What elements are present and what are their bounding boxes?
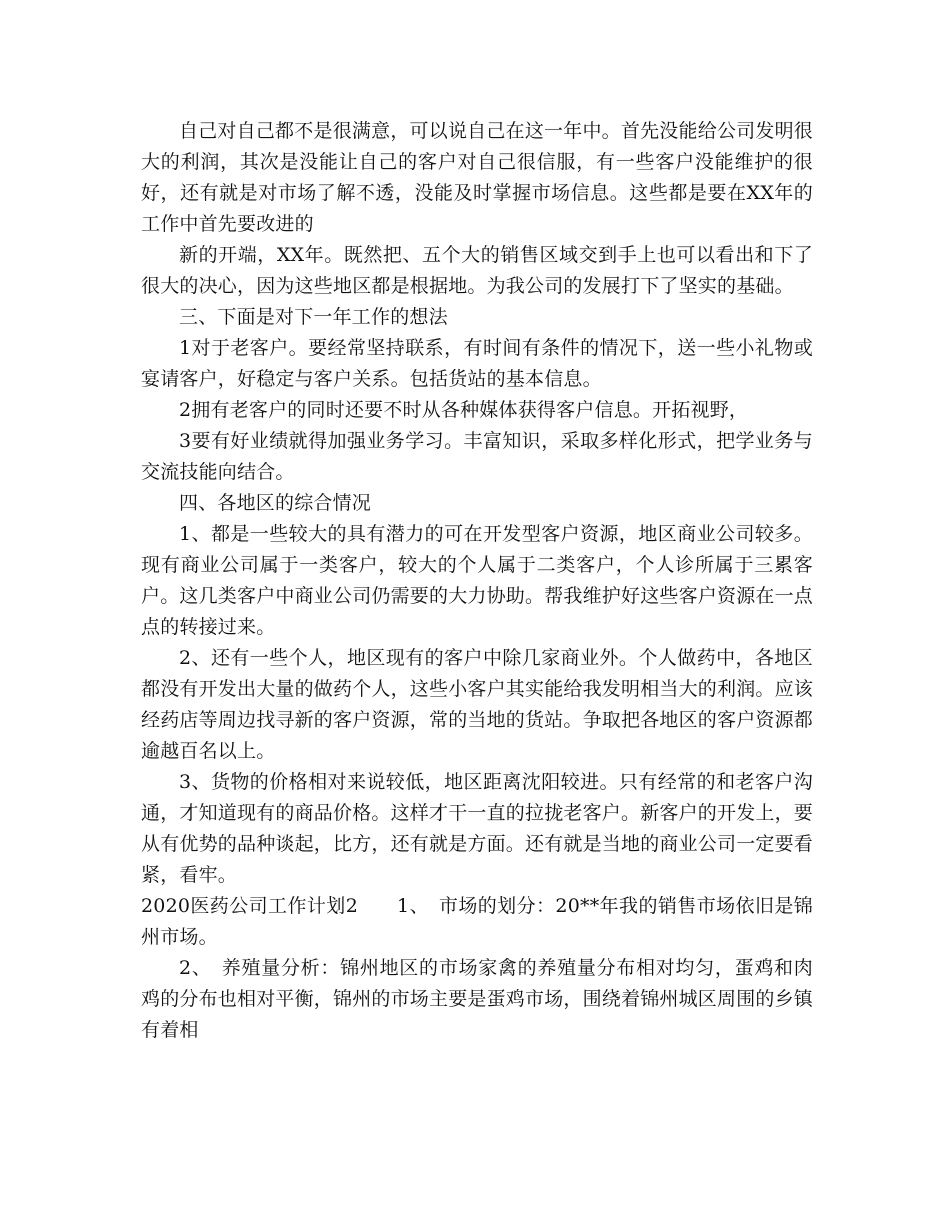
document-body: [141, 116, 813, 1046]
paragraph-plan-2-market-division: 2020医药公司工作计划2 1、 市场的划分：20**年我的销售市场依旧是锦州市场。: [141, 895, 813, 948]
paragraph-self-assessment: 自己对自己都不是很满意，可以说自己在这一年中。首先没能给公司发明很大的利润，其次是没能让自己的客户对自己很信服，有一些客户没能维护的很好，还有就是对市场了解不透，没能及时掌握市场信息。这些都是要在XX年的工作中首先要改进的: [141, 120, 813, 235]
paragraph-old-customers: 1对于老客户。要经常坚持联系，有时间有条件的情况下，送一些小礼物或宴请客户，好稳定与客户关系。包括货站的基本信息。: [141, 337, 813, 390]
paragraph-media-info: 2拥有老客户的同时还要不时从各种媒体获得客户信息。开拓视野，: [179, 399, 749, 421]
paragraph-breeding-analysis: 2、 养殖量分析：锦州地区的市场家禽的养殖量分布相对均匀，蛋鸡和肉鸡的分布也相对平衡，锦州的市场主要是蛋鸡市场，围绕着锦州城区周围的乡镇有着相: [141, 957, 814, 1041]
paragraph-business-study: 3要有好业绩就得加强业务学习。丰富知识，采取多样化形式，把学业务与交流技能向结合。: [141, 430, 813, 483]
paragraph-region-point-3: 3、货物的价格相对来说较低，地区距离沈阳较进。只有经常的和老客户沟通，才知道现有的商品价格。这样才干一直的拉拢老客户。新客户的开发上，要从有优势的品种谈起，比方，还有就是方面。还有就是当地的商业公司一定要看紧，看牢。: [141, 771, 814, 886]
section-heading-regional-overview: 四、各地区的综合情况: [179, 492, 372, 514]
paragraph-new-beginning: 新的开端，XX年。既然把、五个大的销售区域交到手上也可以看出和下了很大的决心，因为这些地区都是根据地。为我公司的发展打下了坚实的基础。: [141, 244, 813, 297]
section-heading-next-year-plans: 三、下面是对下一年工作的想法: [179, 306, 448, 328]
paragraph-region-point-1: 1、都是一些较大的具有潜力的可在开发型客户资源，地区商业公司较多。现有商业公司属于一类客户，较大的个人属于二类客户，个人诊所属于三累客户。这几类客户中商业公司仍需要的大力协助。帮我维护好这些客户资源在一点点的转接过来。: [141, 523, 814, 638]
paragraph-region-point-2: 2、还有一些个人，地区现有的客户中除几家商业外。个人做药中，各地区都没有开发出大量的做药个人，这些小客户其实能给我发明相当大的利润。应该经药店等周边找寻新的客户资源，常的当地的货站。争取把各地区的客户资源都逾越百名以上。: [141, 647, 814, 762]
